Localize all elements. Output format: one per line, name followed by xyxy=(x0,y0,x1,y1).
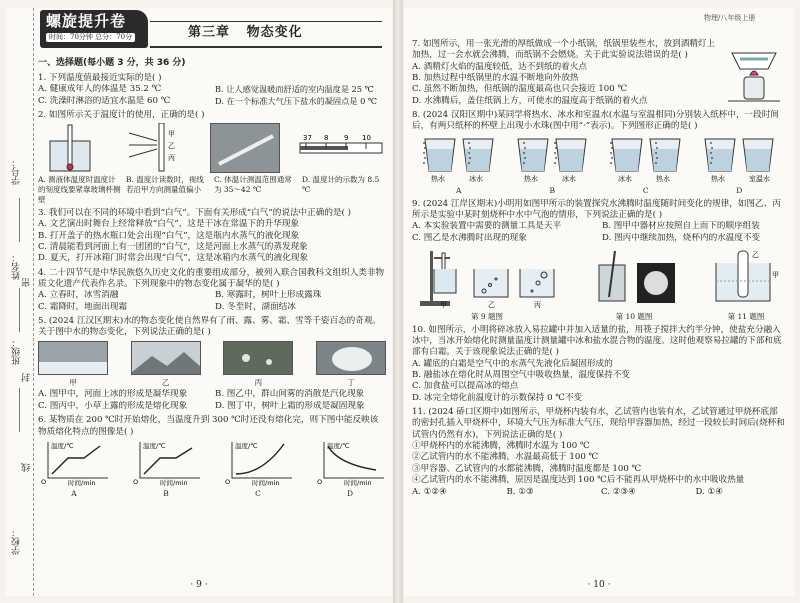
graph-letter: C xyxy=(255,488,261,498)
water-droplet xyxy=(468,142,470,144)
water-droplet xyxy=(468,162,470,164)
photo-ice-river xyxy=(38,341,108,375)
option-a: A. ①②④ xyxy=(412,486,447,497)
question-2 xyxy=(38,110,386,205)
photo-mountain-fog xyxy=(131,341,201,375)
x-axis-label: 时间/min xyxy=(160,478,188,486)
svg-text:37: 37 xyxy=(303,134,312,143)
question-stem: 5. (2024 江汉区期末)水的物态变化使自然界有了雨、露、雾、霜、雪等千姿百态的奇观。关于图中水的物态变化，下列说法正确的是( ) xyxy=(38,316,382,338)
page-header xyxy=(38,8,386,54)
temperature-time-graph xyxy=(130,440,202,486)
binding-margin xyxy=(6,8,34,596)
page-number-right: · 10 · xyxy=(587,580,611,591)
option-a: A. 立春时，冰雪消融 xyxy=(38,290,119,301)
question-11 xyxy=(412,407,786,498)
water-droplet xyxy=(554,152,556,154)
school-field-label: 学校： xyxy=(12,528,22,555)
option-c: C. 加食盐可以提高冰的熔点 xyxy=(412,381,519,392)
question-7 xyxy=(412,39,786,107)
cup-letter: A xyxy=(456,185,462,195)
chapter-title: 第三章 物态变化 xyxy=(188,25,303,40)
y-axis-label: 温度/℃ xyxy=(327,441,350,450)
svg-text:乙: 乙 xyxy=(488,300,495,309)
y-axis-label: 温度/℃ xyxy=(143,441,166,450)
paper-pot-figure xyxy=(724,45,784,107)
question-stem: 1. 下列温度值最接近实际的是( ) xyxy=(38,72,162,83)
water-droplet xyxy=(710,142,712,144)
option-c: C. ②③④ xyxy=(601,486,636,497)
seal-char-3: 线 xyxy=(22,463,32,472)
water-droplet xyxy=(523,162,525,164)
option-b: B. 温度计读数时，视线若沿甲方向测量值偏小 xyxy=(126,175,204,195)
water-droplet xyxy=(424,147,426,149)
svg-text:甲: 甲 xyxy=(772,270,779,279)
question-stem: 11. (2024 硚口区期中)如图所示，甲烧杯内装有水，乙试管内也装有水，乙试管通过甲烧杯底部的密封孔插入甲烧杯中，环境大气压为标准大气压，现给甲容器加热，经过一段较长时间后(烧杯和试管内仍然有水)，下列说法正确的是( ) xyxy=(412,407,785,440)
water-droplet xyxy=(711,147,713,149)
cup-option-3 xyxy=(606,135,686,196)
temperature-time-graph xyxy=(314,440,386,486)
option-d: D. 图丙中继续加热，烧杯内的水温度不变 xyxy=(602,232,761,243)
water-droplet xyxy=(710,152,712,154)
water-droplet xyxy=(611,147,613,149)
cup-pair-figure xyxy=(419,135,499,183)
cup-letter: C xyxy=(642,185,649,195)
svg-text:甲: 甲 xyxy=(440,300,447,309)
option-d: D. 冬至时，湖面结冰 xyxy=(215,301,296,312)
water-droplet xyxy=(710,162,712,164)
number-field-label: 学号： xyxy=(12,158,22,185)
question-5: 5. (2024 江汉区期末)水的物态变化使自然界有了雨、露、雾、霜、雪等千姿百态的奇观。关于图中水的物态变化，下列说法正确的是( ) 甲 乙 丙 丁 A. 图甲中，河面上冰的形成是凝华现象 B. 图乙中，群山间雾的消散是汽化现象 C. 图丙中，小草上露的形成是熔化现象 D. 图丁中，树叶上霜的形成是凝固现象 xyxy=(38,316,386,412)
question-stem: 10. 如图所示，小明将碎冰放入易拉罐中并加入适量的盐，用筷子搅拌大约半分钟，使盐充分融入冰中，当冰开始熔化时测量温度计测量罐中冰和盐水混合物的温度。这时他观察易拉罐的下部和底部有白霜。关于该现象说法正确的是( ) xyxy=(412,324,782,358)
left-page xyxy=(6,8,392,596)
y-axis-label: 温度/℃ xyxy=(51,441,74,450)
origin-label: O xyxy=(317,477,323,486)
option-b: B. 打开盖子的热水瓶口处会出现“白气”，这是瓶内水蒸气的液化现象 xyxy=(38,230,300,241)
temperature-time-graph xyxy=(38,440,110,486)
question-stem: 6. 某物质在 200 ℃时开始熔化，当温度升到 300 ℃时还没有熔化完，则下图中能反映该物质熔化特点的图像是( ) xyxy=(38,415,379,437)
option-b: B. ①③ xyxy=(506,486,534,497)
y-axis-label: 温度/℃ xyxy=(235,441,258,450)
option-d: D. ①④ xyxy=(695,486,723,497)
graph-option-4 xyxy=(314,440,386,499)
svg-text:9: 9 xyxy=(344,134,349,143)
water-droplet xyxy=(655,162,657,164)
option-a: A. 文艺演出时舞台上经常释放“白气”，这是干冰在常温下的升华现象 xyxy=(38,219,300,230)
option-d: D. 图丁中，树叶上霜的形成是凝固现象 xyxy=(215,400,365,411)
water-droplet xyxy=(423,152,425,154)
cup-label: 冰水 xyxy=(562,174,577,183)
x-axis-label: 时间/min xyxy=(344,478,372,486)
blank-line xyxy=(19,388,20,432)
subject-tag: 物理/八年级上册 xyxy=(704,14,756,22)
water-droplet xyxy=(611,157,613,159)
right-content xyxy=(412,36,786,498)
nested-tube-figure xyxy=(706,247,786,309)
graph-letter: A xyxy=(71,488,77,498)
blank-line xyxy=(19,288,20,332)
class-field-label: 班级： xyxy=(12,338,22,365)
origin-label: O xyxy=(41,477,47,486)
cup-option-2 xyxy=(512,135,592,196)
time-score: 时间：70分钟 总分：70分 xyxy=(46,33,135,42)
option-b: B. 融盐冰在熔化时从周围空气中吸收热量，温度保持不变 xyxy=(412,370,631,381)
option-c: C. 虽然不断加热，但纸锅的温度最高也只会接近 100 ℃ xyxy=(412,84,628,95)
water-droplet xyxy=(468,152,470,154)
option-d: D. 温度计的示数为 8.5 ℃ xyxy=(302,175,380,195)
seal-char-2: 封 xyxy=(22,373,32,382)
cup-option-1 xyxy=(419,135,499,196)
svg-text:乙: 乙 xyxy=(168,142,175,151)
svg-text:甲: 甲 xyxy=(168,130,175,139)
right-page xyxy=(404,8,794,596)
question-stem: 3. 我们可以在不同的环境中看到“白气”。下面有关形成“白气”的说法中正确的是( ) xyxy=(38,207,351,218)
photo-frost-leaf xyxy=(316,341,386,375)
question-8 xyxy=(412,110,786,195)
cup-label: 室温水 xyxy=(749,174,771,183)
water-droplet xyxy=(656,157,658,159)
book-spine xyxy=(393,0,403,603)
statement-4: ④乙试管内的水不能沸腾，原因是温度达到 100 ℃后不能再从甲烧杯中的水中吸收热量 xyxy=(412,475,745,486)
graph-letter: D xyxy=(346,488,353,498)
water-droplet xyxy=(711,157,713,159)
water-droplet xyxy=(524,147,526,149)
left-content xyxy=(38,8,386,501)
x-axis-label: 时间/min xyxy=(68,478,96,486)
option-b: B. 图甲中器材应按照自上而下的顺序组装 xyxy=(602,221,760,232)
ice-can-figure xyxy=(589,247,679,309)
cup-pair-figure xyxy=(606,135,686,183)
fig-caption: 第 10 题图 xyxy=(615,311,653,321)
option-c: C. 洗澡时淋浴的适宜水温是 60 ℃ xyxy=(38,95,171,106)
water-droplet xyxy=(523,152,525,154)
statement-1: ①甲烧杯内的水能沸腾，沸腾时水温为 100 ℃ xyxy=(412,441,590,452)
svg-text:丙: 丙 xyxy=(168,154,175,163)
cup-label: 冰水 xyxy=(468,174,483,183)
option-b: B. 让人感觉温暖而舒适的室内温度是 25 ℃ xyxy=(215,84,374,95)
option-a: A. 罐底的白霜是空气中的水蒸气先液化后凝固形成的 xyxy=(412,358,613,369)
water-droplet xyxy=(610,142,612,144)
section-title: 一、选择题(每小题 3 分，共 36 分) xyxy=(38,58,186,68)
question-3 xyxy=(38,208,386,265)
question-stem: 2. 如图所示关于温度计的使用，正确的是( ) xyxy=(38,109,205,120)
graph-letter: B xyxy=(163,488,169,498)
option-c: C. 清晨能看到河面上有一团团的“白气”，这是河面上水蒸气的蒸发现象 xyxy=(38,241,308,252)
page-number-left: · 9 · xyxy=(190,580,208,591)
water-droplet xyxy=(656,147,658,149)
cup-pair-figure xyxy=(512,135,592,183)
option-b: B. 加热过程中纸锅里的水温不断地向外放热 xyxy=(412,73,579,84)
x-axis-label: 时间/min xyxy=(252,478,280,486)
cup-letter: B xyxy=(549,185,555,195)
blank-line xyxy=(19,198,20,242)
option-a: A. 健康成年人的体温是 35.2 ℃ xyxy=(38,84,162,95)
seal-char-1: 密 xyxy=(22,278,32,287)
question-10 xyxy=(412,325,786,404)
brand-title: 螺旋提升卷 xyxy=(46,12,127,30)
photo-dew-grass xyxy=(223,341,293,375)
name-field-label: 姓名： xyxy=(12,253,22,280)
water-droplet xyxy=(424,157,426,159)
reading-eye-figure xyxy=(124,123,194,173)
option-d: D. 在一个标准大气压下盐水的凝固点是 0 ℃ xyxy=(215,95,378,106)
water-droplet xyxy=(655,152,657,154)
question-stem: 8. (2024 汉阳区期中)某同学将热水、冰水和室温水(水温与室温相同)分别装入纸杯中，一段时间后，有两只纸杯的杯壁上出现小水珠(图中用“·”表示)。下列图形正确的是( ) xyxy=(412,110,779,132)
temperature-time-graph xyxy=(222,440,294,486)
graph-option-2 xyxy=(130,440,202,499)
water-droplet xyxy=(469,147,471,149)
fig-caption: 第 11 题图 xyxy=(727,311,765,321)
svg-text:乙: 乙 xyxy=(752,250,759,259)
water-droplet xyxy=(554,142,556,144)
question-stem: 4. 二十四节气是中华民族悠久历史文化的重要组成部分，被列入联合国教科文组织人类非物质文化遗产代表作名录。下列现象中的物态变化属于凝华的是( ) xyxy=(38,267,385,289)
option-a: A. 酒精灯火焰的温度较低，达不到纸的着火点 xyxy=(412,61,587,72)
clinical-thermometer-photo xyxy=(210,123,280,173)
graph-curve xyxy=(52,446,100,474)
svg-text:10: 10 xyxy=(362,134,371,143)
water-droplet xyxy=(610,152,612,154)
option-b: B. 寒露时，树叶上形成露珠 xyxy=(215,290,322,301)
water-droplet xyxy=(423,162,425,164)
question-9 xyxy=(412,199,786,322)
cup-letter: D xyxy=(736,185,743,195)
option-c: C. 体温计测温范围通常为 35～42 ℃ xyxy=(214,175,292,195)
water-droplet xyxy=(554,162,556,164)
statement-3: ③甲容器、乙试管内的水都能沸腾，沸腾时温度都是 100 ℃ xyxy=(412,463,642,474)
fig-caption: 第 9 题图 xyxy=(470,311,504,321)
statement-2: ②乙试管内的水不能沸腾，水温最高低于 100 ℃ xyxy=(412,452,599,463)
water-droplet xyxy=(610,162,612,164)
water-droplet xyxy=(523,142,525,144)
option-a: A. 图甲中，河面上冰的形成是凝华现象 xyxy=(38,389,188,400)
option-c: C. 图丙中，小草上露的形成是熔化现象 xyxy=(38,400,188,411)
cup-label: 热水 xyxy=(711,174,726,183)
option-d: D. 夏天，打开冰箱门时常会出现“白气”，这是冰箱内水蒸气的液化现象 xyxy=(38,253,309,264)
option-d: D. 水沸腾后，盖住纸锅上方，可使水的温度高于纸锅的着火点 xyxy=(412,95,648,106)
option-b: B. 图乙中，群山间雾的消散是汽化现象 xyxy=(215,389,365,400)
question-4 xyxy=(38,268,386,313)
cup-pair-figure xyxy=(699,135,779,183)
option-a: A. 测液体温度时温度计的刻度线要紧靠玻璃杯侧壁 xyxy=(38,175,121,205)
question-stem: 7. 如图所示，用一张光滑的厚纸做成一个小纸锅，纸锅里装些水，放到酒精灯上加热，过一会水就会沸腾，而纸锅不会燃烧。关于此实验说法错误的是( ) xyxy=(412,39,716,61)
water-droplet xyxy=(555,147,557,149)
graph-curve xyxy=(144,448,192,474)
origin-label: O xyxy=(133,477,139,486)
svg-text:8: 8 xyxy=(324,134,329,143)
water-droplet xyxy=(555,157,557,159)
brand-badge xyxy=(40,10,148,48)
option-c: C. 霜降时，地面出现霜 xyxy=(38,301,128,312)
water-droplet xyxy=(655,142,657,144)
water-droplet xyxy=(469,157,471,159)
cup-label: 热水 xyxy=(524,174,539,183)
option-c: C. 图乙是水沸腾时出现的现象 xyxy=(412,232,527,243)
question-1 xyxy=(38,73,386,107)
option-a: A. 本实验装置中需要的测量工具是天平 xyxy=(412,221,562,232)
graph-option-1 xyxy=(38,440,110,499)
water-droplet xyxy=(423,142,425,144)
svg-text:丙: 丙 xyxy=(534,300,541,309)
graph-option-3 xyxy=(222,440,294,499)
cup-label: 冰水 xyxy=(617,174,632,183)
question-stem: 9. (2024 江岸区期末)小明用如图甲所示的装置探究水沸腾时温度随时间变化的规律，如图乙、丙所示是实验中某时刻烧杯中水中气泡的情形，下列说法正确的是( ) xyxy=(412,198,781,220)
thermometer-scale-figure xyxy=(296,123,386,173)
water-droplet xyxy=(524,157,526,159)
question-6 xyxy=(38,415,386,498)
cup-label: 热水 xyxy=(655,174,670,183)
origin-label: O xyxy=(225,477,231,486)
header-rule xyxy=(150,21,382,22)
boiling-apparatus-figure xyxy=(412,247,562,309)
header-rule xyxy=(150,46,382,48)
thermometer-beaker-figure xyxy=(38,123,108,173)
option-d: D. 冰完全熔化前温度计的示数保持 0 ℃不变 xyxy=(412,392,583,403)
cup-option-4 xyxy=(699,135,779,196)
cup-label: 热水 xyxy=(430,174,445,183)
